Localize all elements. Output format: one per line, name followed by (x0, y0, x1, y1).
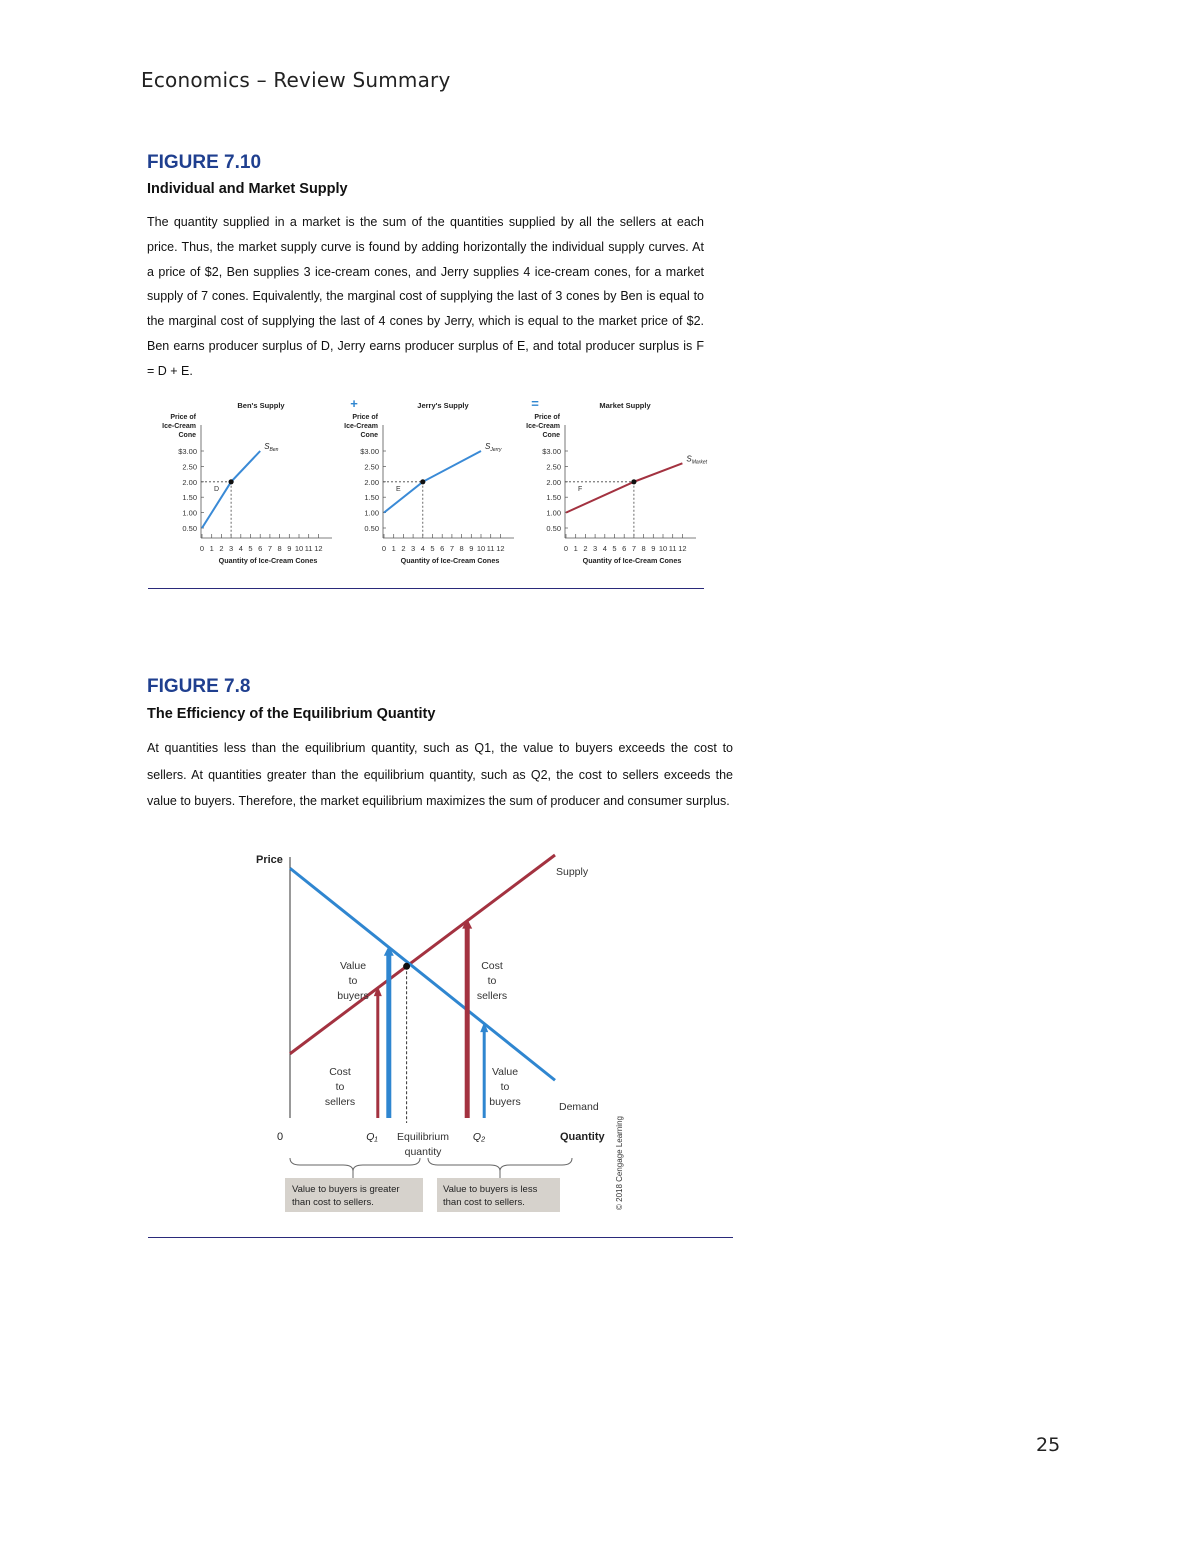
supply-point (229, 479, 234, 484)
x-tick-label: 4 (602, 544, 607, 553)
right-brace (428, 1158, 572, 1171)
supply-curve (384, 451, 481, 513)
y-tick-label: 1.50 (364, 493, 379, 503)
y-axis-label-line: Price of (170, 414, 196, 421)
x-tick-label: 1 (209, 544, 214, 553)
equilibrium-label: quantity (404, 1146, 442, 1158)
x-tick-label: 10 (476, 544, 486, 553)
x-tick-label: 7 (449, 544, 454, 553)
x-tick-label: 5 (430, 544, 435, 553)
surplus-area-label: D (214, 485, 220, 493)
value-to-buyers-label: Value (339, 960, 367, 972)
y-tick-label: 2.50 (182, 462, 197, 472)
value-to-buyers-label: Value (491, 1066, 519, 1078)
y-axis-label-line: Price of (352, 414, 378, 421)
x-tick-label: 5 (612, 544, 617, 553)
cost-to-sellers-label: sellers (324, 1096, 356, 1108)
x-tick-label: 10 (294, 544, 304, 553)
x-axis-label: Quantity of Ice-Cream Cones (400, 556, 500, 565)
y-tick-label: 1.00 (182, 508, 197, 518)
y-tick-label: $3.00 (360, 447, 379, 456)
left-note-text: Value to buyers is greater (292, 1184, 400, 1195)
supply-panel-2 (344, 401, 514, 565)
x-axis-label: Quantity of Ice-Cream Cones (582, 556, 682, 565)
figure-7-10-subtitle: Individual and Market Supply (147, 181, 348, 197)
curve-label-subscript: Jerry (490, 447, 502, 453)
supply-curve (290, 855, 555, 1054)
figure-7-8-divider (148, 1237, 733, 1238)
supply-panel-3 (526, 401, 707, 565)
y-tick-label: 1.50 (546, 493, 561, 503)
x-tick-label: 3 (229, 544, 234, 553)
right-note-text: than cost to sellers. (443, 1197, 525, 1208)
cost-to-sellers-label: sellers (476, 990, 508, 1002)
y-axis-label-line: Cone (360, 432, 378, 439)
x-tick-label: 2 (219, 544, 224, 553)
y-axis-label-line: Cone (178, 432, 196, 439)
figure-7-10-caption-text: The quantity supplied in a market is the sum of the quantities supplied by all the sellers at each price. Thus, the market supply curve is found by adding horizontally the individual supply curves. At a price of $2, Ben supplies 3 ice-cream cones, and Jerry supplies 4 ice-cream cones, for a market supply of 7 cones. Equivalently, the marginal cost of supplying the last of 3 cones by Ben is equal to the marginal cost of supplying the last of 4 cones by Jerry, which is equal to the market price of $2. Ben earns producer surplus of D, Jerry earns producer surplus of E, and total producer surplus is F = D + E. (147, 215, 704, 378)
x-tick-label: 6 (258, 544, 263, 553)
figure-7-10-caption (147, 210, 704, 384)
x-tick-label: 12 (496, 544, 505, 553)
quantity-axis-label: Quantity (560, 1131, 605, 1143)
y-tick-label: 1.50 (182, 493, 197, 503)
demand-label: Demand (559, 1101, 599, 1113)
x-tick-label: 9 (469, 544, 474, 553)
y-axis-label-line: Price of (534, 414, 560, 421)
y-axis-label-line: Ice-Cream (344, 423, 378, 430)
surplus-area-label: E (396, 485, 401, 493)
y-tick-label: 2.00 (182, 477, 197, 487)
x-tick-label: 12 (678, 544, 687, 553)
left-brace (290, 1158, 420, 1171)
x-tick-label: 0 (381, 544, 387, 553)
x-tick-label: 7 (631, 544, 636, 553)
x-tick-label: 4 (420, 544, 425, 553)
figure-7-10-divider (148, 588, 704, 589)
x-tick-label: 0 (199, 544, 205, 553)
y-tick-label: 2.00 (546, 477, 561, 487)
x-tick-label: 3 (411, 544, 416, 553)
x-tick-label: 11 (304, 544, 313, 553)
value-to-buyers-label: to (500, 1081, 510, 1093)
x-tick-label: 12 (314, 544, 323, 553)
supply-point (420, 479, 425, 484)
equilibrium-point (403, 963, 410, 970)
x-tick-label: 5 (248, 544, 253, 553)
value-to-buyers-label: buyers (489, 1096, 521, 1108)
panel-title: Market Supply (599, 401, 651, 410)
x-tick-label: 6 (622, 544, 627, 553)
equilibrium-label: Equilibrium (397, 1131, 449, 1143)
cost-to-sellers-label: Cost (481, 960, 503, 972)
equals-operator: = (531, 396, 539, 411)
x-tick-label: 9 (651, 544, 656, 553)
x-tick-label: 0 (563, 544, 569, 553)
supply-panel-1 (162, 401, 332, 565)
x-tick-label: 8 (277, 544, 282, 553)
curve-label-subscript: Market (691, 459, 708, 466)
demand-curve (290, 868, 555, 1080)
x-tick-label: 2 (583, 544, 588, 553)
figure-7-8-subtitle: The Efficiency of the Equilibrium Quantity (147, 706, 436, 722)
x-tick-label: 2 (401, 544, 406, 553)
y-axis-label-line: Cone (542, 432, 560, 439)
figure-7-8-caption-text: At quantities less than the equilibrium quantity, such as Q1, the value to buyers exceeds the cost to sellers. At quantities greater than the equilibrium quantity, such as Q2, the cost to sellers exceeds the value to buyers. Therefore, the market equilibrium maximizes the sum of producer and consumer surplus. (147, 741, 733, 808)
figure-7-10-label: FIGURE 7.10 (147, 152, 262, 173)
x-tick-label: 11 (668, 544, 677, 553)
y-tick-label: 2.00 (364, 477, 379, 487)
value-to-buyers-label: buyers (337, 990, 369, 1002)
x-tick-label: 11 (486, 544, 495, 553)
figure-7-8-chart (250, 845, 640, 1220)
page-number: 25 (1036, 1434, 1061, 1456)
x-tick-label: 1 (391, 544, 396, 553)
cost-to-sellers-label: to (335, 1081, 345, 1093)
x-tick-label: 9 (287, 544, 292, 553)
origin-label: 0 (277, 1131, 284, 1143)
y-tick-label: 0.50 (546, 524, 561, 533)
q2-label: Q₂ (472, 1131, 486, 1143)
cost-to-sellers-label: Cost (329, 1066, 351, 1078)
y-tick-label: 1.00 (546, 508, 561, 518)
y-tick-label: 0.50 (364, 524, 379, 533)
surplus-area-label: F (578, 485, 583, 493)
left-note-text: than cost to sellers. (292, 1197, 374, 1208)
curve-label: $S_{Ben}$ (264, 442, 279, 453)
x-tick-label: 8 (459, 544, 464, 553)
supply-curve (202, 451, 260, 528)
x-tick-label: 8 (641, 544, 646, 553)
curve-label-subscript: Ben (269, 447, 279, 453)
q1-label: Q₁ (366, 1131, 378, 1143)
y-axis-label-line: Ice-Cream (526, 423, 560, 430)
supply-curve (566, 463, 682, 512)
panel-title: Jerry's Supply (417, 401, 469, 410)
figure-7-8-caption (147, 735, 733, 815)
curve-label: $S_{Jerry}$ (485, 442, 502, 453)
panel-title: Ben's Supply (237, 401, 285, 410)
y-tick-label: 2.50 (546, 462, 561, 472)
plus-operator: + (350, 396, 358, 411)
cost-to-sellers-label: to (487, 975, 497, 987)
y-axis-label-line: Ice-Cream (162, 423, 196, 430)
figure-7-10-charts (140, 395, 710, 575)
right-note-text: Value to buyers is less (443, 1184, 538, 1195)
y-tick-label: 0.50 (182, 524, 197, 533)
x-tick-label: 7 (267, 544, 272, 553)
figure-7-8-label: FIGURE 7.8 (147, 676, 251, 697)
y-tick-label: $3.00 (542, 447, 561, 456)
x-tick-label: 3 (593, 544, 598, 553)
curve-label: $S_{Market}$ (686, 454, 708, 466)
supply-label: Supply (556, 866, 589, 878)
copyright-credit: © 2018 Cengage Learning (615, 1116, 624, 1210)
y-tick-label: 1.00 (364, 508, 379, 518)
y-tick-label: 2.50 (364, 462, 379, 472)
x-axis-label: Quantity of Ice-Cream Cones (218, 556, 318, 565)
x-tick-label: 10 (658, 544, 668, 553)
x-tick-label: 4 (238, 544, 243, 553)
supply-point (631, 479, 636, 484)
page-header: Economics – Review Summary (141, 68, 451, 92)
y-tick-label: $3.00 (178, 447, 197, 456)
value-to-buyers-label: to (348, 975, 358, 987)
x-tick-label: 1 (573, 544, 578, 553)
x-tick-label: 6 (440, 544, 445, 553)
price-axis-label: Price (256, 854, 283, 866)
